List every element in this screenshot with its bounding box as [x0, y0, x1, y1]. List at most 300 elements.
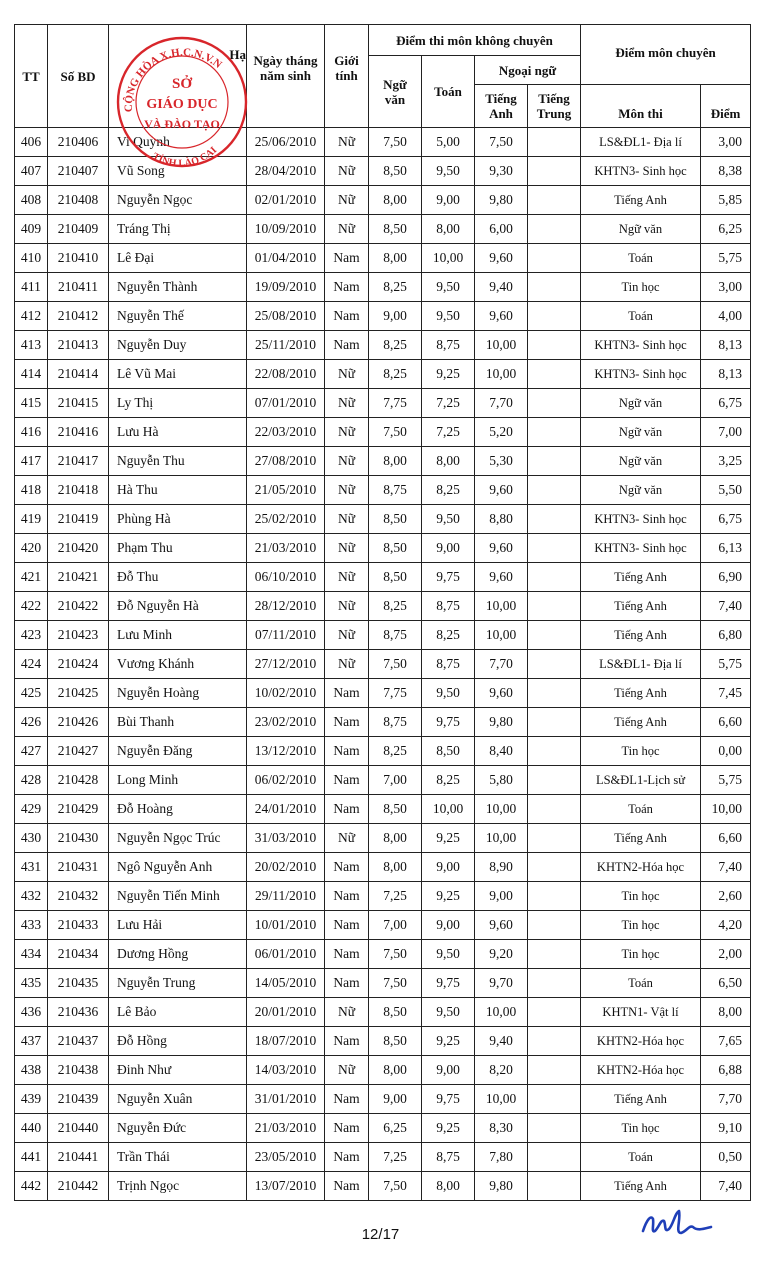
- cell-dob: 21/03/2010: [247, 534, 325, 563]
- cell-anh: 8,80: [475, 505, 528, 534]
- cell-tt: 416: [15, 418, 48, 447]
- cell-name: Nguyễn Trung: [109, 969, 247, 998]
- cell-trung: [528, 128, 581, 157]
- cell-name: Tráng Thị: [109, 215, 247, 244]
- cell-name: Ngô Nguyễn Anh: [109, 853, 247, 882]
- cell-toan: 7,25: [422, 418, 475, 447]
- table-row: [15, 1114, 751, 1143]
- cell-anh: 9,70: [475, 969, 528, 998]
- cell-tt: 406: [15, 128, 48, 157]
- cell-diem: 8,00: [701, 998, 751, 1027]
- cell-van: 7,50: [369, 650, 422, 679]
- cell-van: 8,75: [369, 476, 422, 505]
- header-mon-thi: Môn thi: [581, 85, 701, 128]
- cell-diem: 2,00: [701, 940, 751, 969]
- cell-tt: 423: [15, 621, 48, 650]
- cell-mon: Tiếng Anh: [581, 563, 701, 592]
- cell-trung: [528, 621, 581, 650]
- cell-tt: 420: [15, 534, 48, 563]
- cell-name: Ly Thị: [109, 389, 247, 418]
- table-row: [15, 563, 751, 592]
- cell-trung: [528, 476, 581, 505]
- cell-anh: 10,00: [475, 592, 528, 621]
- cell-gender: Nam: [325, 911, 369, 940]
- cell-tt: 429: [15, 795, 48, 824]
- cell-name: Nguyễn Đức: [109, 1114, 247, 1143]
- cell-gender: Nam: [325, 708, 369, 737]
- table-row: [15, 1172, 751, 1201]
- cell-tt: 418: [15, 476, 48, 505]
- cell-trung: [528, 708, 581, 737]
- cell-tt: 424: [15, 650, 48, 679]
- table-row: [15, 505, 751, 534]
- cell-van: 8,75: [369, 708, 422, 737]
- cell-diem: 8,13: [701, 360, 751, 389]
- cell-gender: Nam: [325, 1114, 369, 1143]
- cell-mon: Tiếng Anh: [581, 679, 701, 708]
- cell-mon: Ngữ văn: [581, 215, 701, 244]
- cell-mon: Tiếng Anh: [581, 186, 701, 215]
- cell-anh: 9,60: [475, 563, 528, 592]
- cell-diem: 7,40: [701, 1172, 751, 1201]
- table-row: [15, 1056, 751, 1085]
- header-dob: Ngày tháng năm sinh: [247, 25, 325, 128]
- cell-gender: Nữ: [325, 128, 369, 157]
- cell-gender: Nam: [325, 969, 369, 998]
- cell-trung: [528, 186, 581, 215]
- cell-van: 6,25: [369, 1114, 422, 1143]
- cell-tt: 432: [15, 882, 48, 911]
- cell-van: 9,00: [369, 1085, 422, 1114]
- cell-toan: 5,00: [422, 128, 475, 157]
- cell-dob: 25/08/2010: [247, 302, 325, 331]
- table-row: [15, 650, 751, 679]
- cell-anh: 9,30: [475, 157, 528, 186]
- cell-trung: [528, 534, 581, 563]
- cell-mon: Ngữ văn: [581, 476, 701, 505]
- cell-tt: 419: [15, 505, 48, 534]
- cell-sbd: 210415: [48, 389, 109, 418]
- cell-name: Đinh Như: [109, 1056, 247, 1085]
- cell-diem: 3,25: [701, 447, 751, 476]
- cell-gender: Nữ: [325, 998, 369, 1027]
- cell-trung: [528, 505, 581, 534]
- cell-dob: 07/11/2010: [247, 621, 325, 650]
- cell-toan: 8,75: [422, 331, 475, 360]
- cell-diem: 6,25: [701, 215, 751, 244]
- cell-trung: [528, 592, 581, 621]
- cell-name: Lê Đại: [109, 244, 247, 273]
- cell-van: 7,75: [369, 389, 422, 418]
- cell-dob: 25/06/2010: [247, 128, 325, 157]
- cell-trung: [528, 795, 581, 824]
- cell-tt: 438: [15, 1056, 48, 1085]
- cell-dob: 27/08/2010: [247, 447, 325, 476]
- cell-anh: 8,90: [475, 853, 528, 882]
- cell-diem: 2,60: [701, 882, 751, 911]
- cell-van: 8,50: [369, 1027, 422, 1056]
- cell-anh: 9,80: [475, 1172, 528, 1201]
- cell-dob: 25/11/2010: [247, 331, 325, 360]
- table-row: [15, 592, 751, 621]
- table-row: [15, 447, 751, 476]
- cell-trung: [528, 766, 581, 795]
- cell-diem: 8,38: [701, 157, 751, 186]
- cell-anh: 5,80: [475, 766, 528, 795]
- cell-dob: 20/02/2010: [247, 853, 325, 882]
- cell-toan: 8,25: [422, 476, 475, 505]
- cell-anh: 6,00: [475, 215, 528, 244]
- cell-sbd: 210406: [48, 128, 109, 157]
- cell-diem: 4,20: [701, 911, 751, 940]
- cell-name: Lê Vũ Mai: [109, 360, 247, 389]
- cell-dob: 06/02/2010: [247, 766, 325, 795]
- cell-tt: 433: [15, 911, 48, 940]
- cell-trung: [528, 998, 581, 1027]
- cell-dob: 07/01/2010: [247, 389, 325, 418]
- cell-van: 8,00: [369, 447, 422, 476]
- cell-trung: [528, 679, 581, 708]
- cell-anh: 8,30: [475, 1114, 528, 1143]
- cell-sbd: 210424: [48, 650, 109, 679]
- cell-diem: 5,50: [701, 476, 751, 505]
- table-row: [15, 186, 751, 215]
- cell-dob: 24/01/2010: [247, 795, 325, 824]
- cell-dob: 28/04/2010: [247, 157, 325, 186]
- cell-gender: Nam: [325, 1172, 369, 1201]
- cell-name: Nguyễn Ngọc: [109, 186, 247, 215]
- cell-name: Hà Thu: [109, 476, 247, 505]
- cell-van: 8,00: [369, 1056, 422, 1085]
- cell-diem: 6,60: [701, 824, 751, 853]
- cell-tt: 410: [15, 244, 48, 273]
- cell-tt: 439: [15, 1085, 48, 1114]
- cell-diem: 6,90: [701, 563, 751, 592]
- cell-name: Phùng Hà: [109, 505, 247, 534]
- table-row: [15, 331, 751, 360]
- cell-anh: 10,00: [475, 360, 528, 389]
- cell-anh: 10,00: [475, 824, 528, 853]
- cell-dob: 23/02/2010: [247, 708, 325, 737]
- seal-bottom-text: TỈNH LÀO CAI: [150, 144, 220, 170]
- cell-mon: Toán: [581, 795, 701, 824]
- cell-tt: 440: [15, 1114, 48, 1143]
- header-group-khong-chuyen: Điểm thi môn không chuyên: [369, 25, 581, 56]
- table-header: [15, 25, 751, 128]
- cell-mon: Tin học: [581, 737, 701, 766]
- cell-diem: 5,75: [701, 766, 751, 795]
- cell-van: 8,50: [369, 563, 422, 592]
- cell-tt: 421: [15, 563, 48, 592]
- cell-sbd: 210442: [48, 1172, 109, 1201]
- cell-van: 7,50: [369, 1172, 422, 1201]
- table-row: [15, 244, 751, 273]
- cell-diem: 4,00: [701, 302, 751, 331]
- cell-trung: [528, 1143, 581, 1172]
- table-row: [15, 215, 751, 244]
- cell-dob: 13/12/2010: [247, 737, 325, 766]
- cell-van: 7,50: [369, 969, 422, 998]
- cell-mon: Tiếng Anh: [581, 824, 701, 853]
- cell-gender: Nam: [325, 940, 369, 969]
- cell-toan: 10,00: [422, 244, 475, 273]
- cell-mon: Tin học: [581, 882, 701, 911]
- cell-toan: 9,25: [422, 824, 475, 853]
- table-row: [15, 418, 751, 447]
- cell-van: 8,50: [369, 157, 422, 186]
- cell-name: Long Minh: [109, 766, 247, 795]
- cell-van: 8,00: [369, 186, 422, 215]
- cell-gender: Nữ: [325, 186, 369, 215]
- cell-dob: 01/04/2010: [247, 244, 325, 273]
- cell-anh: 10,00: [475, 621, 528, 650]
- cell-trung: [528, 1027, 581, 1056]
- cell-van: 8,00: [369, 824, 422, 853]
- cell-toan: 9,50: [422, 157, 475, 186]
- cell-gender: Nam: [325, 737, 369, 766]
- cell-sbd: 210425: [48, 679, 109, 708]
- header-sbd: Số BD: [48, 25, 109, 128]
- cell-anh: 9,40: [475, 1027, 528, 1056]
- cell-mon: Toán: [581, 244, 701, 273]
- cell-toan: 7,25: [422, 389, 475, 418]
- cell-tt: 414: [15, 360, 48, 389]
- cell-name: Vương Khánh: [109, 650, 247, 679]
- cell-mon: LS&ĐL1-Lịch sử: [581, 766, 701, 795]
- table-row: [15, 679, 751, 708]
- cell-anh: 9,60: [475, 911, 528, 940]
- cell-diem: 9,10: [701, 1114, 751, 1143]
- header-name-partial: Hạ: [229, 47, 246, 62]
- cell-sbd: 210438: [48, 1056, 109, 1085]
- cell-dob: 10/09/2010: [247, 215, 325, 244]
- table-row: [15, 534, 751, 563]
- cell-sbd: 210416: [48, 418, 109, 447]
- cell-diem: 6,50: [701, 969, 751, 998]
- cell-dob: 06/10/2010: [247, 563, 325, 592]
- cell-toan: 9,00: [422, 1056, 475, 1085]
- cell-trung: [528, 302, 581, 331]
- cell-gender: Nữ: [325, 418, 369, 447]
- cell-diem: 3,00: [701, 128, 751, 157]
- cell-van: 7,50: [369, 418, 422, 447]
- cell-sbd: 210417: [48, 447, 109, 476]
- cell-toan: 9,00: [422, 853, 475, 882]
- cell-mon: KHTN3- Sinh học: [581, 157, 701, 186]
- table-row: [15, 1027, 751, 1056]
- cell-name: Đỗ Nguyễn Hà: [109, 592, 247, 621]
- header-gender: Giới tính: [325, 25, 369, 128]
- cell-gender: Nữ: [325, 824, 369, 853]
- cell-anh: 7,50: [475, 128, 528, 157]
- cell-dob: 14/05/2010: [247, 969, 325, 998]
- cell-dob: 20/01/2010: [247, 998, 325, 1027]
- cell-dob: 02/01/2010: [247, 186, 325, 215]
- cell-toan: 9,75: [422, 708, 475, 737]
- cell-tt: 407: [15, 157, 48, 186]
- cell-sbd: 210433: [48, 911, 109, 940]
- cell-diem: 5,75: [701, 244, 751, 273]
- header-tt: TT: [15, 25, 48, 128]
- score-table: [14, 24, 751, 1201]
- cell-trung: [528, 650, 581, 679]
- cell-gender: Nữ: [325, 215, 369, 244]
- cell-mon: KHTN3- Sinh học: [581, 505, 701, 534]
- cell-anh: 9,60: [475, 679, 528, 708]
- cell-diem: 6,80: [701, 621, 751, 650]
- cell-dob: 31/03/2010: [247, 824, 325, 853]
- cell-gender: Nữ: [325, 650, 369, 679]
- cell-dob: 10/02/2010: [247, 679, 325, 708]
- cell-toan: 8,25: [422, 621, 475, 650]
- cell-tt: 430: [15, 824, 48, 853]
- cell-dob: 13/07/2010: [247, 1172, 325, 1201]
- cell-tt: 426: [15, 708, 48, 737]
- cell-anh: 9,60: [475, 302, 528, 331]
- table-row: [15, 795, 751, 824]
- cell-trung: [528, 1172, 581, 1201]
- cell-mon: Tin học: [581, 273, 701, 302]
- cell-mon: Tiếng Anh: [581, 1172, 701, 1201]
- cell-trung: [528, 244, 581, 273]
- cell-van: 8,25: [369, 273, 422, 302]
- cell-tt: 409: [15, 215, 48, 244]
- cell-name: Nguyễn Thu: [109, 447, 247, 476]
- cell-sbd: 210426: [48, 708, 109, 737]
- cell-mon: Tiếng Anh: [581, 708, 701, 737]
- cell-dob: 14/03/2010: [247, 1056, 325, 1085]
- cell-name: Vi Quỳnh: [109, 128, 247, 157]
- header-ngoai-ngu: Ngoại ngữ: [475, 56, 581, 85]
- cell-tt: 441: [15, 1143, 48, 1172]
- cell-van: 8,00: [369, 853, 422, 882]
- table-row: [15, 998, 751, 1027]
- cell-van: 7,00: [369, 766, 422, 795]
- cell-sbd: 210432: [48, 882, 109, 911]
- cell-mon: Toán: [581, 969, 701, 998]
- cell-toan: 8,00: [422, 1172, 475, 1201]
- cell-gender: Nữ: [325, 534, 369, 563]
- cell-toan: 9,00: [422, 911, 475, 940]
- cell-anh: 10,00: [475, 795, 528, 824]
- cell-tt: 437: [15, 1027, 48, 1056]
- table-row: [15, 128, 751, 157]
- seal-line-2: GIÁO DỤC: [146, 97, 218, 112]
- cell-van: 7,25: [369, 1143, 422, 1172]
- cell-mon: KHTN3- Sinh học: [581, 534, 701, 563]
- signature-scribble: [637, 1205, 717, 1243]
- cell-sbd: 210441: [48, 1143, 109, 1172]
- cell-trung: [528, 737, 581, 766]
- cell-tt: 435: [15, 969, 48, 998]
- cell-trung: [528, 389, 581, 418]
- cell-trung: [528, 215, 581, 244]
- cell-sbd: 210408: [48, 186, 109, 215]
- cell-anh: 7,70: [475, 389, 528, 418]
- cell-dob: 21/05/2010: [247, 476, 325, 505]
- cell-tt: 431: [15, 853, 48, 882]
- cell-name: Nguyễn Hoàng: [109, 679, 247, 708]
- table-body: [15, 128, 751, 1201]
- table-row: [15, 389, 751, 418]
- cell-gender: Nam: [325, 1085, 369, 1114]
- cell-sbd: 210427: [48, 737, 109, 766]
- cell-name: Nguyễn Thành: [109, 273, 247, 302]
- cell-diem: 5,85: [701, 186, 751, 215]
- cell-toan: 8,25: [422, 766, 475, 795]
- cell-name: Lưu Hải: [109, 911, 247, 940]
- cell-mon: Tin học: [581, 911, 701, 940]
- cell-anh: 9,80: [475, 186, 528, 215]
- table-row: [15, 911, 751, 940]
- cell-anh: 9,40: [475, 273, 528, 302]
- cell-trung: [528, 563, 581, 592]
- cell-diem: 0,00: [701, 737, 751, 766]
- cell-trung: [528, 969, 581, 998]
- cell-mon: KHTN2-Hóa học: [581, 1027, 701, 1056]
- cell-tt: 425: [15, 679, 48, 708]
- cell-dob: 21/03/2010: [247, 1114, 325, 1143]
- cell-sbd: 210431: [48, 853, 109, 882]
- cell-trung: [528, 940, 581, 969]
- table-row: [15, 737, 751, 766]
- cell-name: Nguyễn Đăng: [109, 737, 247, 766]
- cell-anh: 8,20: [475, 1056, 528, 1085]
- cell-sbd: 210420: [48, 534, 109, 563]
- cell-trung: [528, 882, 581, 911]
- cell-trung: [528, 824, 581, 853]
- seal-ring-text: CỘNG HÒA X.H.C.N.V.N: [122, 46, 224, 113]
- cell-name: Trịnh Ngọc: [109, 1172, 247, 1201]
- cell-toan: 9,50: [422, 505, 475, 534]
- cell-gender: Nữ: [325, 592, 369, 621]
- cell-toan: 9,50: [422, 273, 475, 302]
- cell-mon: Ngữ văn: [581, 447, 701, 476]
- cell-anh: 7,70: [475, 650, 528, 679]
- cell-toan: 9,50: [422, 302, 475, 331]
- cell-gender: Nữ: [325, 157, 369, 186]
- cell-sbd: 210410: [48, 244, 109, 273]
- table-row: [15, 360, 751, 389]
- cell-sbd: 210422: [48, 592, 109, 621]
- cell-van: 8,25: [369, 331, 422, 360]
- cell-trung: [528, 1056, 581, 1085]
- cell-name: Trần Thái: [109, 1143, 247, 1172]
- cell-van: 7,50: [369, 940, 422, 969]
- cell-trung: [528, 157, 581, 186]
- cell-tt: 422: [15, 592, 48, 621]
- cell-sbd: 210423: [48, 621, 109, 650]
- cell-name: Đỗ Thu: [109, 563, 247, 592]
- cell-dob: 06/01/2010: [247, 940, 325, 969]
- cell-toan: 9,50: [422, 940, 475, 969]
- cell-anh: 9,20: [475, 940, 528, 969]
- cell-name: Phạm Thu: [109, 534, 247, 563]
- cell-diem: 6,60: [701, 708, 751, 737]
- cell-van: 8,25: [369, 737, 422, 766]
- header-ngu-van: Ngữ văn: [369, 56, 422, 128]
- cell-diem: 6,75: [701, 505, 751, 534]
- cell-gender: Nữ: [325, 389, 369, 418]
- cell-mon: Tiếng Anh: [581, 1085, 701, 1114]
- table-row: [15, 1085, 751, 1114]
- cell-anh: 7,80: [475, 1143, 528, 1172]
- cell-gender: Nữ: [325, 447, 369, 476]
- cell-dob: 19/09/2010: [247, 273, 325, 302]
- cell-diem: 8,13: [701, 331, 751, 360]
- cell-gender: Nữ: [325, 505, 369, 534]
- cell-mon: Tin học: [581, 1114, 701, 1143]
